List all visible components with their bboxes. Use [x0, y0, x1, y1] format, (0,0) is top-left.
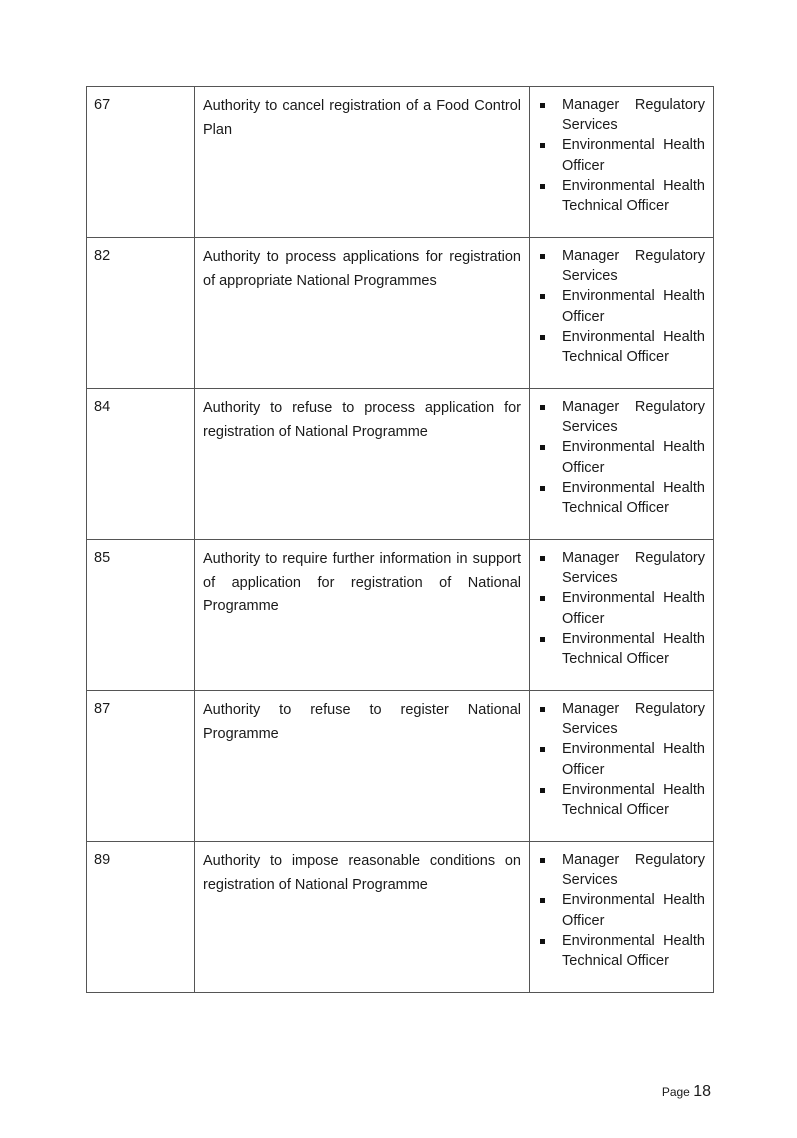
- delegation-description: Authority to impose reasonable conditions on registration of National Programme: [203, 853, 521, 893]
- officers-cell: [530, 389, 714, 540]
- section-cell: [87, 842, 195, 993]
- officer-title: Environmental Health Officer: [562, 288, 705, 325]
- officer-item: [538, 286, 705, 326]
- page-number: 18: [693, 1083, 711, 1100]
- officer-title: Environmental Health Officer: [562, 892, 705, 929]
- section-cell: [87, 389, 195, 540]
- square-bullet-icon: [540, 184, 545, 189]
- officer-list: [530, 691, 713, 822]
- delegation-description: Authority to require further information in support of application for registration of National Programme: [203, 551, 521, 614]
- officer-item: [538, 327, 705, 367]
- officer-title: Manager Regulatory Services: [562, 852, 705, 889]
- section-cell: [87, 540, 195, 691]
- officer-item: [538, 850, 705, 890]
- officer-item: [538, 548, 705, 588]
- officer-list: [530, 87, 713, 218]
- officer-title: Manager Regulatory Services: [562, 399, 705, 436]
- square-bullet-icon: [540, 143, 545, 148]
- table-row: [87, 87, 714, 238]
- officer-title: Manager Regulatory Services: [562, 97, 705, 134]
- officer-title: Manager Regulatory Services: [562, 550, 705, 587]
- section-number: 84: [94, 399, 111, 415]
- officer-title: Manager Regulatory Services: [562, 701, 705, 738]
- officers-cell: [530, 540, 714, 691]
- officer-title: Environmental Health Technical Officer: [562, 328, 705, 366]
- officer-title: Environmental Health Officer: [562, 137, 705, 174]
- section-number: 85: [94, 550, 111, 566]
- officer-item: [538, 397, 705, 437]
- page-label: Page: [661, 1085, 690, 1099]
- delegations-table: [86, 86, 714, 993]
- section-number: 89: [94, 852, 111, 868]
- section-number: 82: [94, 248, 111, 264]
- table-row: [87, 238, 714, 389]
- officer-title: Environmental Health Technical Officer: [562, 630, 705, 668]
- officer-title: Environmental Health Technical Officer: [562, 479, 705, 517]
- section-cell: [87, 87, 195, 238]
- description-cell: [195, 691, 530, 842]
- square-bullet-icon: [540, 254, 545, 259]
- table-row: [87, 842, 714, 993]
- square-bullet-icon: [540, 858, 545, 863]
- officer-item: [538, 95, 705, 135]
- officer-item: [538, 699, 705, 739]
- officer-list: [530, 842, 713, 973]
- description-cell: [195, 389, 530, 540]
- officer-title: Manager Regulatory Services: [562, 248, 705, 285]
- square-bullet-icon: [540, 939, 545, 944]
- square-bullet-icon: [540, 103, 545, 108]
- square-bullet-icon: [540, 335, 545, 340]
- officer-item: [538, 588, 705, 628]
- square-bullet-icon: [540, 556, 545, 561]
- square-bullet-icon: [540, 637, 545, 642]
- square-bullet-icon: [540, 486, 545, 491]
- page-footer: [662, 1083, 711, 1101]
- officer-title: Environmental Health Officer: [562, 741, 705, 778]
- officer-item: [538, 629, 705, 669]
- square-bullet-icon: [540, 405, 545, 410]
- delegation-description: Authority to process applications for registration of appropriate National Programmes: [203, 249, 521, 289]
- square-bullet-icon: [540, 898, 545, 903]
- square-bullet-icon: [540, 445, 545, 450]
- officer-title: Environmental Health Officer: [562, 590, 705, 627]
- table-row: [87, 389, 714, 540]
- table-row: [87, 691, 714, 842]
- section-number: 87: [94, 701, 111, 717]
- officer-title: Environmental Health Technical Officer: [562, 177, 705, 215]
- officer-item: [538, 437, 705, 477]
- officer-list: [530, 238, 713, 369]
- square-bullet-icon: [540, 747, 545, 752]
- officers-cell: [530, 238, 714, 389]
- officer-item: [538, 246, 705, 286]
- officer-item: [538, 176, 705, 216]
- officer-item: [538, 890, 705, 930]
- officer-item: [538, 931, 705, 971]
- officer-list: [530, 540, 713, 671]
- officer-title: Environmental Health Technical Officer: [562, 932, 705, 970]
- officers-cell: [530, 842, 714, 993]
- description-cell: [195, 842, 530, 993]
- officer-title: Environmental Health Technical Officer: [562, 781, 705, 819]
- officer-title: Environmental Health Officer: [562, 439, 705, 476]
- description-cell: [195, 540, 530, 691]
- table-row: [87, 540, 714, 691]
- delegation-description: Authority to refuse to process application for registration of National Programme: [203, 400, 521, 440]
- officers-cell: [530, 691, 714, 842]
- officers-cell: [530, 87, 714, 238]
- square-bullet-icon: [540, 596, 545, 601]
- delegation-description: Authority to refuse to register National Programme: [203, 702, 521, 742]
- section-cell: [87, 238, 195, 389]
- officer-item: [538, 739, 705, 779]
- section-cell: [87, 691, 195, 842]
- square-bullet-icon: [540, 294, 545, 299]
- officer-list: [530, 389, 713, 520]
- square-bullet-icon: [540, 707, 545, 712]
- square-bullet-icon: [540, 788, 545, 793]
- officer-item: [538, 780, 705, 820]
- section-number: 67: [94, 97, 111, 113]
- officer-item: [538, 135, 705, 175]
- description-cell: [195, 87, 530, 238]
- description-cell: [195, 238, 530, 389]
- delegation-description: Authority to cancel registration of a Food Control Plan: [203, 98, 521, 138]
- officer-item: [538, 478, 705, 518]
